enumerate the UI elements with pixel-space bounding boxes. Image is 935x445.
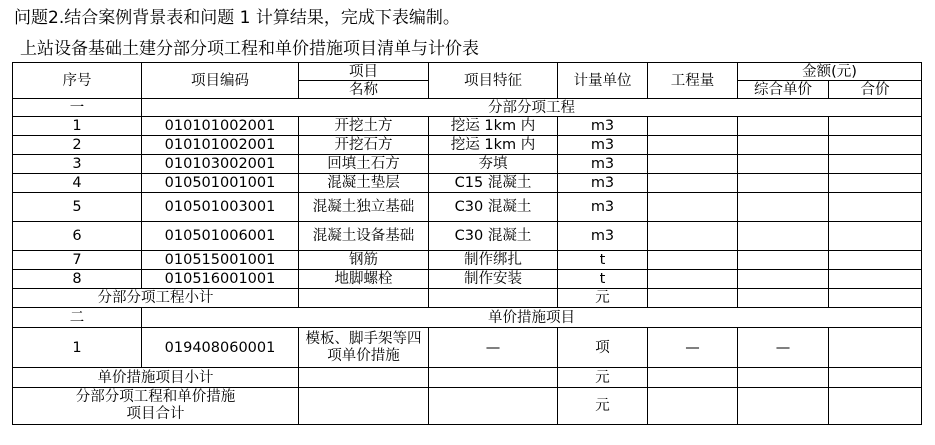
- cell-total[interactable]: [829, 251, 922, 270]
- cell-qty[interactable]: [648, 155, 738, 174]
- cell-feature: 制作安装: [429, 270, 558, 289]
- cell-seq: 5: [13, 193, 142, 222]
- cell-unit: m3: [558, 155, 648, 174]
- cell-total[interactable]: [829, 193, 922, 222]
- header-qty: 工程量: [648, 63, 738, 99]
- cell-name: 混凝土设备基础: [299, 222, 429, 251]
- cell-code: 010103002001: [142, 155, 299, 174]
- cell-total[interactable]: [829, 117, 922, 136]
- section-title: 单价措施项目: [142, 308, 922, 328]
- bill-of-quantities-table: [12, 62, 922, 425]
- cell-unit-price[interactable]: [738, 193, 829, 222]
- subtotal-total[interactable]: [829, 368, 922, 388]
- table-row: [13, 136, 922, 155]
- cell-unit: t: [558, 251, 648, 270]
- table-row: [13, 174, 922, 193]
- header-code: 项目编码: [142, 63, 299, 99]
- section-title: 分部分项工程: [142, 99, 922, 117]
- cell-code: 019408060001: [142, 328, 299, 368]
- subtotal-row: [13, 368, 922, 388]
- table-row: [13, 193, 922, 222]
- cell-unit: m3: [558, 117, 648, 136]
- section-row: [13, 99, 922, 117]
- cell-feature: 挖运 1km 内: [429, 136, 558, 155]
- cell-name: 地脚螺栓: [299, 270, 429, 289]
- table-row: [13, 251, 922, 270]
- cell-unit: t: [558, 270, 648, 289]
- section-seq: 一: [13, 99, 142, 117]
- cell-seq: 8: [13, 270, 142, 289]
- section-row: [13, 308, 922, 328]
- cell-qty[interactable]: [648, 270, 738, 289]
- grand-total-value[interactable]: [829, 388, 922, 425]
- header-seq: 序号: [13, 63, 142, 99]
- cell-unit-price[interactable]: [738, 174, 829, 193]
- cell-seq: 7: [13, 251, 142, 270]
- cell-name: 开挖石方: [299, 136, 429, 155]
- subtotal-row: [13, 289, 922, 308]
- cell-unit-price[interactable]: [738, 270, 829, 289]
- cell-unit: m3: [558, 222, 648, 251]
- cell-seq: 1: [13, 328, 142, 368]
- cell-feature: C15 混凝土: [429, 174, 558, 193]
- header-total: 合价: [829, 81, 922, 99]
- cell-code: 010101002001: [142, 136, 299, 155]
- cell-name: 开挖土方: [299, 117, 429, 136]
- header-amount: 金额(元): [738, 63, 922, 81]
- table-row: [13, 270, 922, 289]
- table-caption: 上站设备基础土建分部分项工程和单价措施项目清单与计价表: [20, 39, 479, 59]
- cell-seq: 2: [13, 136, 142, 155]
- cell-name: 混凝土垫层: [299, 174, 429, 193]
- cell-qty: —: [648, 328, 738, 368]
- table-row: [13, 155, 922, 174]
- grand-total-row: [13, 388, 922, 425]
- table-row: [13, 117, 922, 136]
- cell-seq: 4: [13, 174, 142, 193]
- cell-qty[interactable]: [648, 136, 738, 155]
- cell-unit: 项: [558, 328, 648, 368]
- cell-qty[interactable]: [648, 193, 738, 222]
- subtotal-unit: 元: [558, 368, 648, 388]
- header-name: 名称: [299, 81, 429, 99]
- cell-unit-price[interactable]: [738, 251, 829, 270]
- cell-code: 010516001001: [142, 270, 299, 289]
- cell-unit-price[interactable]: [738, 136, 829, 155]
- cell-feature: 制作绑扎: [429, 251, 558, 270]
- cell-code: 010101002001: [142, 117, 299, 136]
- cell-unit: m3: [558, 136, 648, 155]
- cell-name: 混凝土独立基础: [299, 193, 429, 222]
- subtotal-total[interactable]: [829, 289, 922, 308]
- cell-name: 模板、脚手架等四项单价措施: [299, 328, 429, 368]
- cell-seq: 1: [13, 117, 142, 136]
- cell-total[interactable]: [829, 174, 922, 193]
- measure-row: [13, 328, 922, 368]
- grand-total-unit: 元: [558, 388, 648, 425]
- cell-feature: C30 混凝土: [429, 222, 558, 251]
- subtotal-label: 分部分项工程小计: [13, 289, 299, 308]
- cell-total[interactable]: [829, 328, 922, 368]
- table-row: [13, 222, 922, 251]
- cell-seq: 3: [13, 155, 142, 174]
- cell-name: 钢筋: [299, 251, 429, 270]
- cell-unit: m3: [558, 193, 648, 222]
- subtotal-unit: 元: [558, 289, 648, 308]
- header-unit: 计量单位: [558, 63, 648, 99]
- cell-name: 回填土石方: [299, 155, 429, 174]
- cell-qty[interactable]: [648, 222, 738, 251]
- header-unit-price: 综合单价: [738, 81, 829, 99]
- cell-qty[interactable]: [648, 117, 738, 136]
- cell-total[interactable]: [829, 136, 922, 155]
- subtotal-label: 单价措施项目小计: [13, 368, 299, 388]
- cell-code: 010501003001: [142, 193, 299, 222]
- cell-unit: m3: [558, 174, 648, 193]
- cell-qty[interactable]: [648, 174, 738, 193]
- cell-unit-price[interactable]: [738, 222, 829, 251]
- section-seq: 二: [13, 308, 142, 328]
- cell-feature: C30 混凝土: [429, 193, 558, 222]
- cell-feature: 夯填: [429, 155, 558, 174]
- cell-code: 010501006001: [142, 222, 299, 251]
- header-feature: 项目特征: [429, 63, 558, 99]
- grand-total-label: 分部分项工程和单价措施项目合计: [75, 389, 236, 422]
- cell-seq: 6: [13, 222, 142, 251]
- cell-unit-price[interactable]: [738, 117, 829, 136]
- header-project: 项目: [299, 63, 429, 81]
- cell-unit-price[interactable]: [738, 155, 829, 174]
- cell-total[interactable]: [829, 155, 922, 174]
- cell-unit-price: —: [738, 328, 829, 368]
- cell-feature: 挖运 1km 内: [429, 117, 558, 136]
- cell-total[interactable]: [829, 270, 922, 289]
- cell-qty[interactable]: [648, 251, 738, 270]
- cell-feature: —: [429, 328, 558, 368]
- cell-code: 010515001001: [142, 251, 299, 270]
- cell-code: 010501001001: [142, 174, 299, 193]
- cell-total[interactable]: [829, 222, 922, 251]
- question-intro: 问题2.结合案例背景表和问题 1 计算结果，完成下表编制。: [14, 8, 460, 28]
